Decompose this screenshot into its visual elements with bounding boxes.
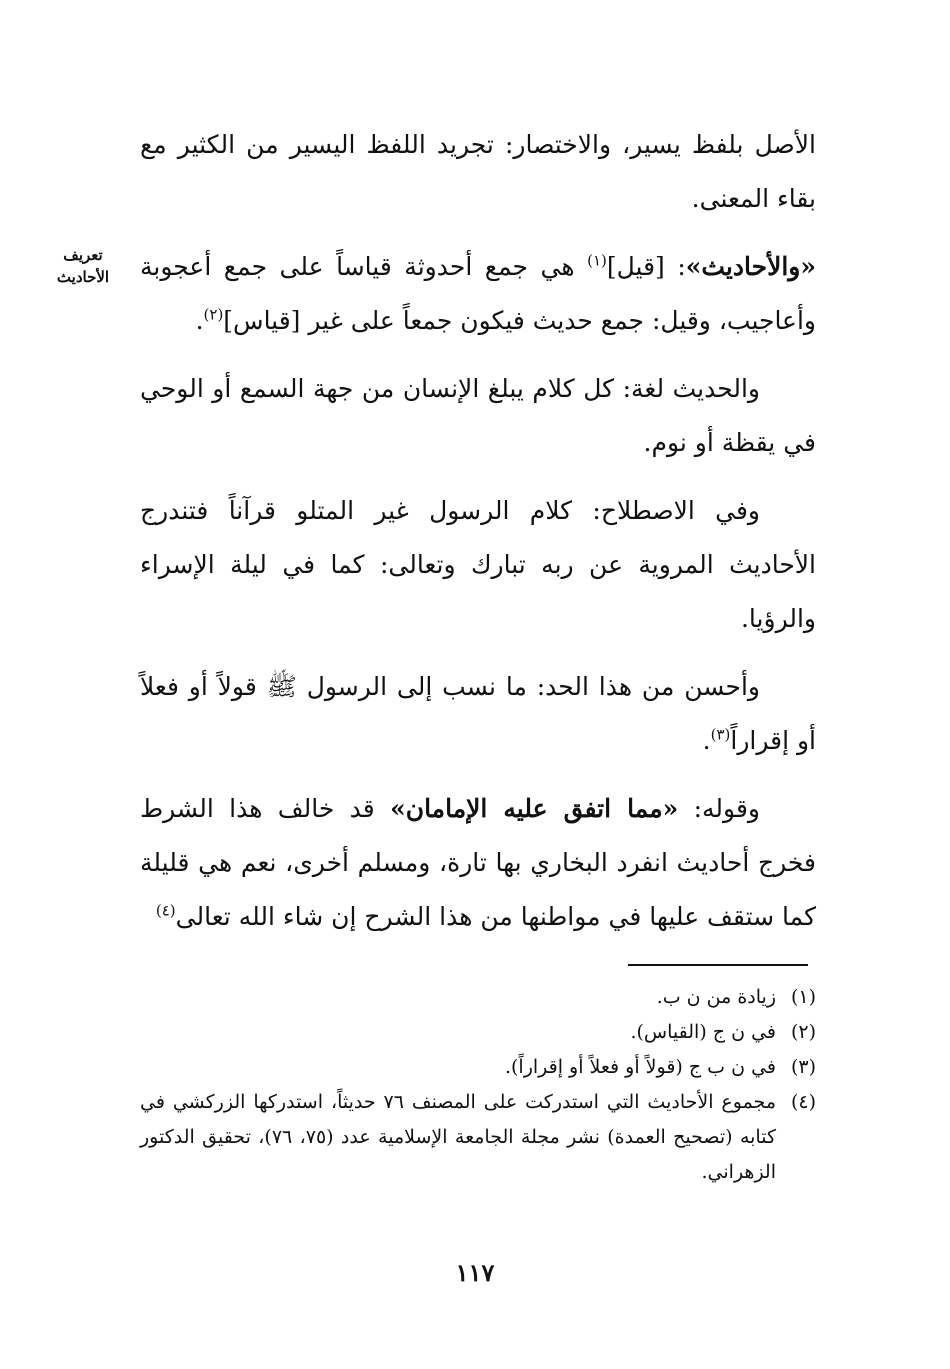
paragraph-4	[140, 484, 816, 646]
footnote-4	[140, 1085, 816, 1190]
footnote-1	[140, 980, 816, 1015]
footnote-4-text: مجموع الأحاديث التي استدركت على المصنف ٧٦ حديثاً، استدركها الزركشي في كتابه (تصحيح العمدة) نشر مجلة الجامعة الإسلامية عدد (٧٥، ٧٦)، تحقيق الدكتور الزهراني.	[140, 1091, 776, 1183]
main-text	[140, 118, 816, 958]
footnote-2-number: (٢)	[790, 1021, 816, 1043]
paragraph-5	[140, 660, 816, 768]
paragraph-4-text: وفي الاصطلاح: كلام الرسول غير المتلو قرآناً فتندرج الأحاديث المروية عن ربه تبارك وتعالى: كما في ليلة الإسراء والرؤيا.	[140, 496, 816, 633]
paragraph-1-text: الأصل بلفظ يسير، والاختصار: تجريد اللفظ اليسير من الكثير مع بقاء المعنى.	[140, 130, 816, 213]
footnote-divider	[628, 964, 808, 966]
term-imaman: «مما اتفق عليه الإمامان»	[390, 794, 679, 823]
footnote-1-number: (١)	[790, 986, 816, 1008]
paragraph-3	[140, 362, 816, 470]
footnote-3-text: في ن ب ج (قولاً أو فعلاً أو إقراراً).	[504, 1056, 776, 1078]
margin-note-line-1: تعريف	[63, 246, 103, 264]
paragraph-5-part-b: .	[702, 726, 711, 755]
paragraph-2-part-b: هي جمع أحدوثة قياساً على جمع أعجوبة وأعاجيب، وقيل: جمع حديث فيكون جمعاً على غير [قياس]	[140, 252, 816, 335]
paragraph-1	[140, 118, 816, 226]
paragraph-2-part-c: .	[195, 306, 204, 335]
footnote-ref-2: (٢)	[203, 305, 224, 324]
term-ahadith: «والأحاديث»	[685, 252, 816, 281]
footnote-3-number: (٣)	[790, 1056, 816, 1078]
paragraph-5-part-a: وأحسن من هذا الحد: ما نسب إلى الرسول ﷺ قولاً أو فعلاً أو إقراراً	[140, 672, 816, 755]
footnotes	[140, 980, 816, 1190]
paragraph-2-part-a: : [قيل]	[606, 252, 686, 281]
footnote-ref-1: (١)	[587, 251, 607, 270]
margin-note-line-2: الأحاديث	[56, 268, 110, 286]
footnote-4-number: (٤)	[790, 1091, 816, 1113]
footnote-2	[140, 1015, 816, 1050]
paragraph-6-part-b: قد خالف هذا الشرط فخرج أحاديث انفرد البخاري بها تارة، ومسلم أخرى، نعم هي قليلة كما ستقف عليها في مواطنها من هذا الشرح إن شاء الله تعالى	[140, 794, 816, 931]
footnote-ref-4: (٤)	[155, 901, 176, 920]
footnote-1-text: زيادة من ن ب.	[656, 986, 776, 1008]
paragraph-6-part-a: وقوله:	[678, 794, 760, 823]
margin-note	[28, 244, 138, 288]
paragraph-2	[140, 240, 816, 348]
page-number: ١١٧	[455, 1258, 495, 1287]
footnote-ref-3: (٣)	[710, 725, 731, 744]
footnote-2-text: في ن ج (القياس).	[630, 1021, 776, 1043]
footnote-3	[140, 1050, 816, 1085]
paragraph-6	[140, 782, 816, 944]
paragraph-3-text: والحديث لغة: كل كلام يبلغ الإنسان من جهة السمع أو الوحي في يقظة أو نوم.	[140, 374, 816, 457]
